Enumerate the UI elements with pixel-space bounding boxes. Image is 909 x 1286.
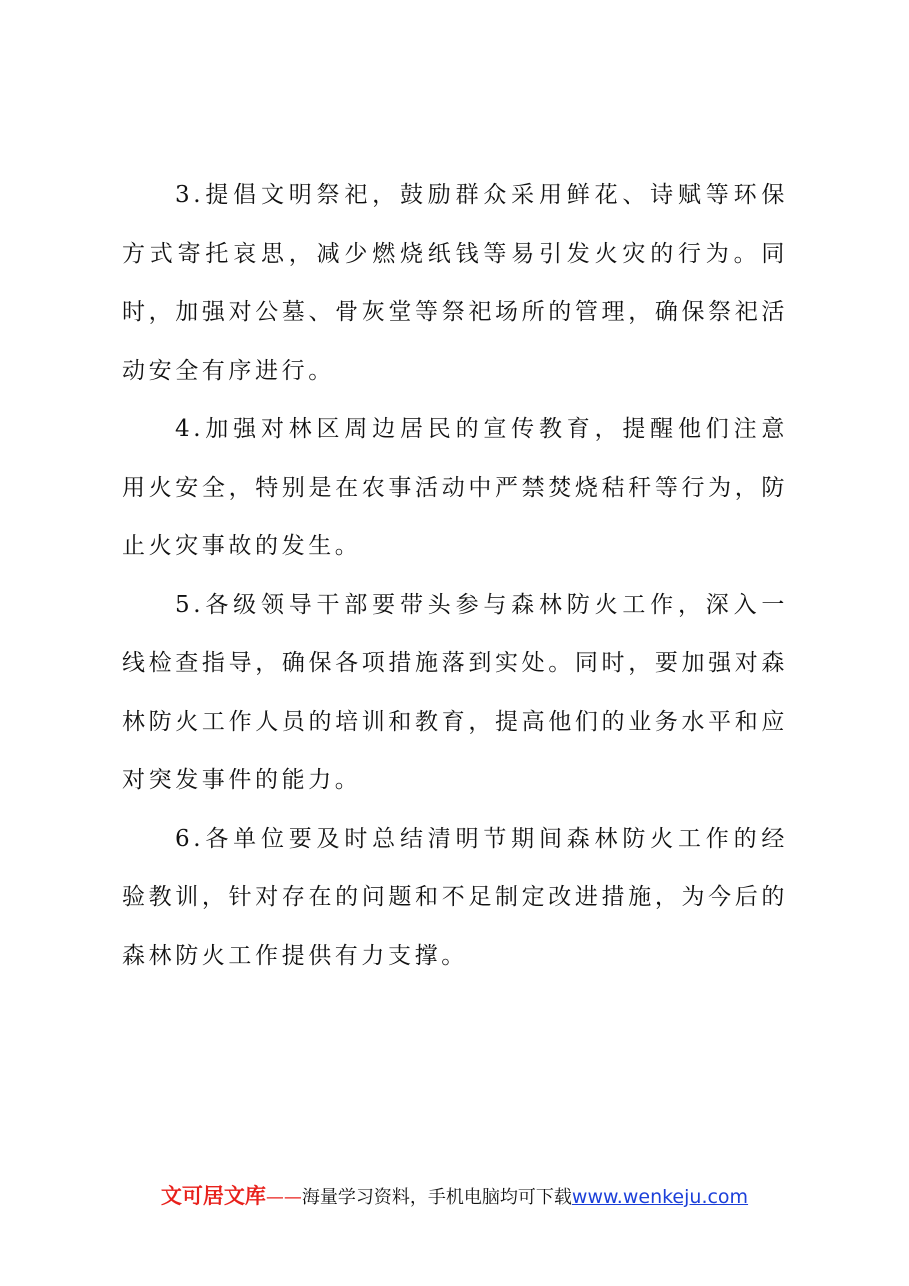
paragraph-item-4: 4.加强对林区周边居民的宣传教育，提醒他们注意用火安全，特别是在农事活动中严禁焚烧秸秆等行为，防止火灾事故的发生。	[122, 416, 788, 559]
paragraph-item-5: 5.各级领导干部要带头参与森林防火工作，深入一线检查指导，确保各项措施落到实处。同时，要加强对森林防火工作人员的培训和教育，提高他们的业务水平和应对突发事件的能力。	[122, 591, 788, 793]
footer-tagline: 海量学习资料，手机电脑均可下载	[301, 1187, 572, 1208]
paragraph-item-6: 6.各单位要及时总结清明节期间森林防火工作的经验教训，针对存在的问题和不足制定改进措施，为今后的森林防火工作提供有力支撑。	[122, 825, 788, 969]
paragraph-item-3: 3.提倡文明祭祀，鼓励群众采用鲜花、诗赋等环保方式寄托哀思，减少燃烧纸钱等易引发火灾的行为。同时，加强对公墓、骨灰堂等祭祀场所的管理，确保祭祀活动安全有序进行。	[122, 182, 788, 384]
document-body	[122, 166, 788, 985]
footer-site-link[interactable]: www.wenkeju.com	[571, 1186, 749, 1208]
footer-brand: 文可居文库	[160, 1184, 266, 1208]
page-footer	[0, 1180, 909, 1214]
footer-dash: ——	[265, 1187, 302, 1208]
